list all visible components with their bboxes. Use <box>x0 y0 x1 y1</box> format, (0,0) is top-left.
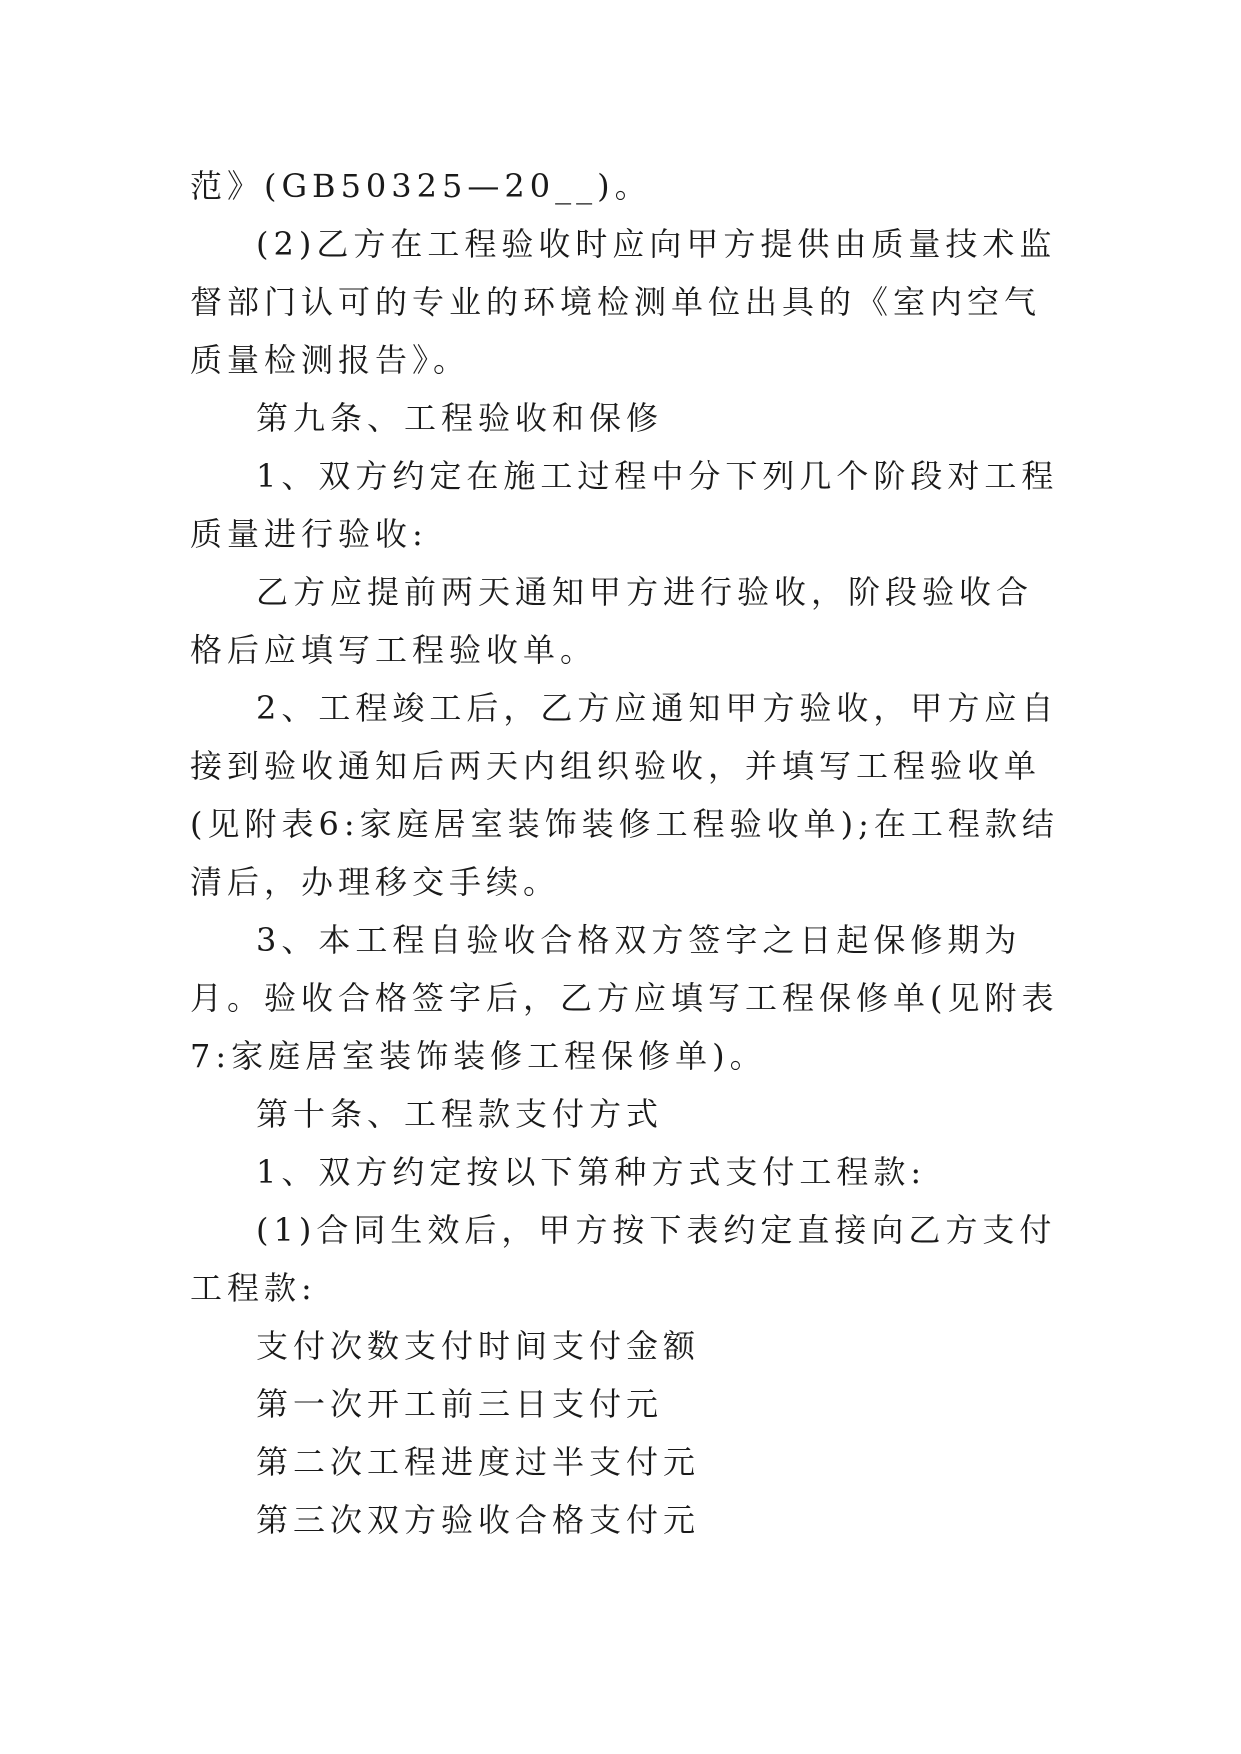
paragraph-9-1-detail: 乙方应提前两天通知甲方进行验收，阶段验收合格后应填写工程验收单。 <box>190 573 1034 669</box>
payment-row-2: 第二次工程进度过半支付元 <box>256 1443 701 1481</box>
paragraph-9-2: 2、工程竣工后，乙方应通知甲方验收，甲方应自接到验收通知后两天内组织验收，并填写工程验收单(见附表6:家庭居室装饰装修工程验收单);在工程款结清后，办理移交手续。 <box>190 689 1059 901</box>
heading-article-9: 第九条、工程验收和保修 <box>256 399 664 437</box>
heading-article-10: 第十条、工程款支付方式 <box>256 1095 664 1133</box>
payment-row-3: 第三次双方验收合格支付元 <box>256 1501 701 1539</box>
payment-row-1: 第一次开工前三日支付元 <box>256 1385 664 1423</box>
paragraph-clause-2: (2)乙方在工程验收时应向甲方提供由质量技术监督部门认可的专业的环境检测单位出具的《室内空气质量检测报告》。 <box>190 225 1057 379</box>
paragraph-10-1: 1、双方约定按以下第种方式支付工程款: <box>256 1153 927 1191</box>
payment-table-header: 支付次数支付时间支付金额 <box>256 1327 701 1365</box>
paragraph-10-1-1: (1)合同生效后，甲方按下表约定直接向乙方支付工程款: <box>190 1211 1057 1307</box>
paragraph-9-3: 3、本工程自验收合格双方签字之日起保修期为月。验收合格签字后，乙方应填写工程保修单(见附表7:家庭居室装饰装修工程保修单)。 <box>190 921 1059 1075</box>
paragraph-continuation: 范》(GB50325—20__)。 <box>190 167 652 205</box>
paragraph-9-1: 1、双方约定在施工过程中分下列几个阶段对工程质量进行验收: <box>190 457 1059 553</box>
document-body <box>190 157 1060 1549</box>
